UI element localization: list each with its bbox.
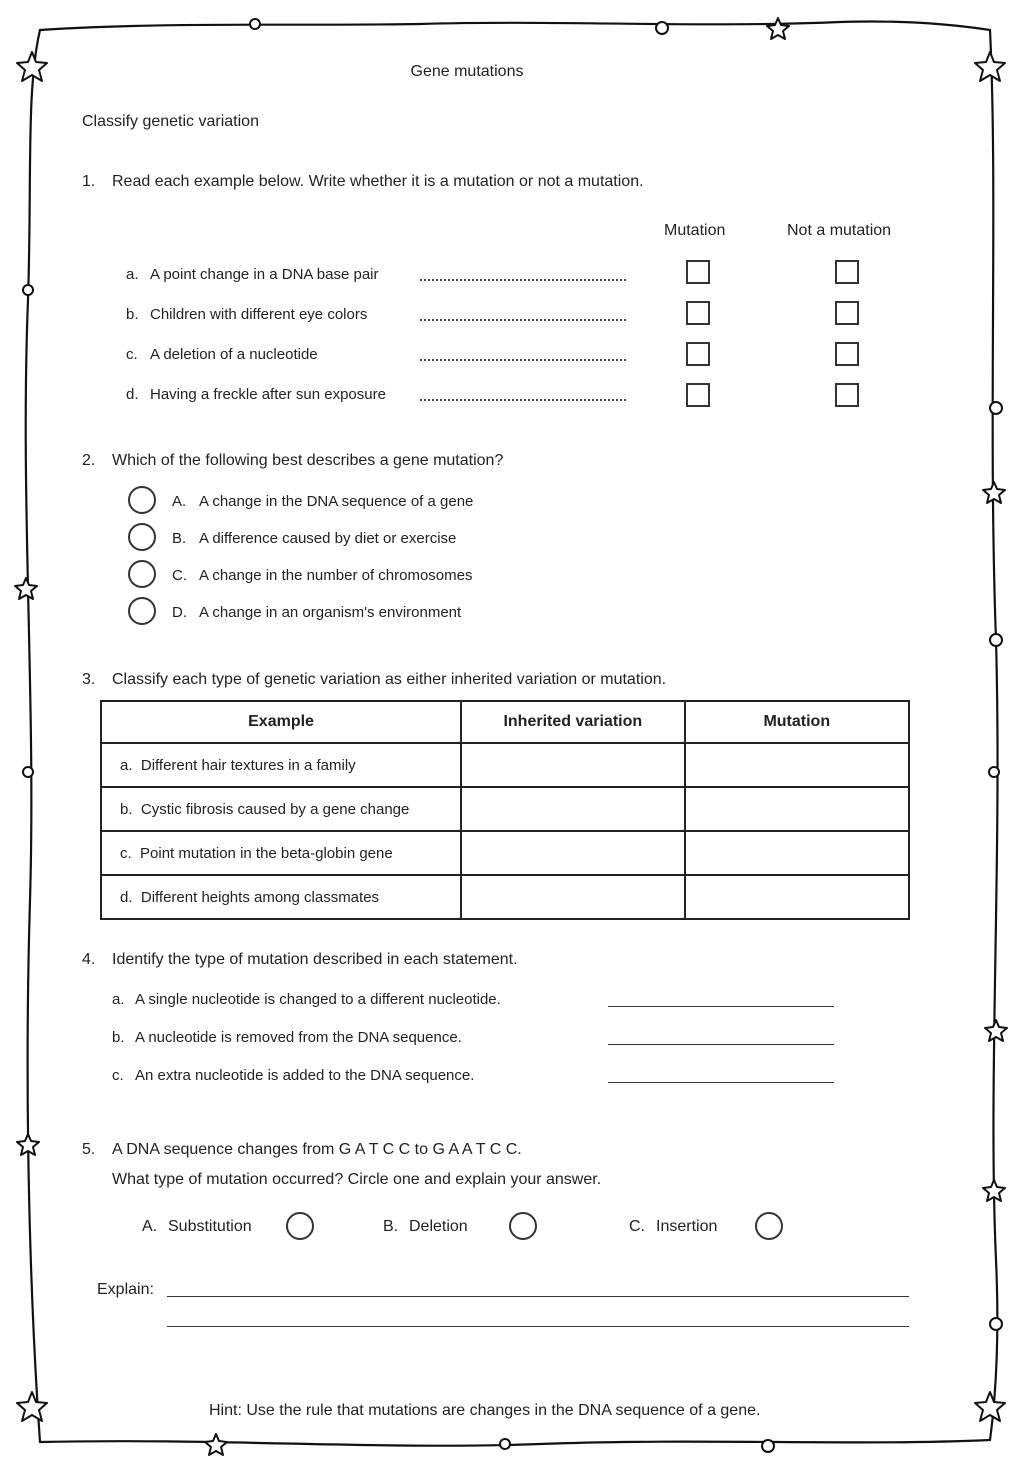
page-title: Gene mutations: [410, 63, 524, 80]
radio-circle[interactable]: [509, 1212, 537, 1240]
q1-item-letter: d.: [126, 386, 139, 403]
q3-prompt: Classify each type of genetic variation as either inherited variation or mutation.: [112, 671, 667, 688]
q4-item-text: A single nucleotide is changed to a different nucleotide.: [135, 991, 501, 1008]
table-cell-inherited[interactable]: [461, 875, 684, 919]
q4-answer-line[interactable]: [608, 1044, 834, 1045]
q4-item-letter: b.: [112, 1029, 125, 1046]
explain-line-1[interactable]: [167, 1296, 909, 1297]
table-cell-inherited[interactable]: [461, 831, 684, 875]
q2-option-text: A change in the number of chromosomes: [199, 567, 473, 584]
q2-option-letter: C.: [172, 567, 187, 584]
radio-circle[interactable]: [755, 1212, 783, 1240]
q1-item-text: Having a freckle after sun exposure: [150, 386, 386, 403]
q4-number: 4.: [82, 951, 96, 968]
q4-item-text: A nucleotide is removed from the DNA sequence.: [135, 1029, 462, 1046]
q5-prompt: A DNA sequence changes from G A T C C to G A A T C C.: [112, 1141, 522, 1158]
q5-number: 5.: [82, 1141, 96, 1158]
table-cell-mutation[interactable]: [685, 787, 909, 831]
row-letter: d.: [120, 888, 133, 906]
q1-number: 1.: [82, 173, 96, 190]
q2-option-text: A change in an organism's environment: [199, 604, 462, 621]
radio-circle[interactable]: [128, 560, 156, 588]
table-header-mutation: Mutation: [685, 701, 909, 743]
table-row: [101, 875, 909, 919]
q5-option-letter: A.: [142, 1218, 158, 1235]
q4-answer-line[interactable]: [608, 1006, 834, 1007]
q5-option-letter: B.: [383, 1218, 399, 1235]
q1-prompt: Read each example below. Write whether it is a mutation or not a mutation.: [112, 173, 644, 190]
q1-answer-line[interactable]: [420, 277, 626, 281]
explain-line-2[interactable]: [167, 1326, 909, 1327]
explain-label: Explain:: [97, 1281, 154, 1298]
q1-item-letter: c.: [126, 346, 138, 363]
q1-not-mutation-checkbox[interactable]: [835, 260, 859, 284]
hint-text: Hint: Use the rule that mutations are changes in the DNA sequence of a gene.: [209, 1402, 761, 1419]
row-letter: b.: [120, 800, 133, 818]
q1-answer-line[interactable]: [420, 397, 626, 401]
table-cell-mutation[interactable]: [685, 831, 909, 875]
q3-number: 3.: [82, 671, 96, 688]
q1-item-letter: b.: [126, 306, 139, 323]
row-letter: a.: [120, 756, 133, 774]
q1-item-text: Children with different eye colors: [150, 306, 368, 323]
classification-table: [100, 700, 910, 920]
q1-answer-line[interactable]: [420, 317, 626, 321]
q2-prompt: Which of the following best describes a gene mutation?: [112, 452, 504, 469]
row-text: Point mutation in the beta-globin gene: [140, 844, 393, 862]
q1-not-mutation-checkbox[interactable]: [835, 301, 859, 325]
q2-option-letter: B.: [172, 530, 187, 547]
table-cell-example: [101, 743, 461, 787]
q1-not-mutation-checkbox[interactable]: [835, 383, 859, 407]
table-cell-inherited[interactable]: [461, 787, 684, 831]
q4-item-letter: a.: [112, 991, 125, 1008]
table-cell-mutation[interactable]: [685, 743, 909, 787]
table-row: [101, 831, 909, 875]
row-letter: c.: [120, 844, 132, 862]
table-row: [101, 787, 909, 831]
q4-item-text: An extra nucleotide is added to the DNA sequence.: [135, 1067, 475, 1084]
table-cell-example: [101, 875, 461, 919]
q5-prompt-2: What type of mutation occurred? Circle one and explain your answer.: [112, 1171, 602, 1188]
q1-not-mutation-checkbox[interactable]: [835, 342, 859, 366]
q1-mutation-checkbox[interactable]: [686, 342, 710, 366]
q2-option-letter: A.: [172, 493, 187, 510]
q4-item-letter: c.: [112, 1067, 124, 1084]
row-text: Different heights among classmates: [140, 888, 380, 906]
q2-number: 2.: [82, 452, 96, 469]
q1-mutation-checkbox[interactable]: [686, 260, 710, 284]
table-header-inherited: Inherited variation: [461, 701, 684, 743]
q5-option-letter: C.: [629, 1218, 645, 1235]
page-subtitle: Classify genetic variation: [82, 113, 259, 130]
q1-item-text: A deletion of a nucleotide: [150, 346, 318, 363]
q1-item-text: A point change in a DNA base pair: [150, 266, 379, 283]
table-cell-example: [101, 831, 461, 875]
q5-option-text: Substitution: [168, 1218, 252, 1235]
radio-circle[interactable]: [128, 597, 156, 625]
q4-answer-line[interactable]: [608, 1082, 834, 1083]
row-text: Different hair textures in a family: [140, 756, 356, 774]
radio-circle[interactable]: [128, 523, 156, 551]
radio-circle[interactable]: [128, 486, 156, 514]
q1-mutation-checkbox[interactable]: [686, 301, 710, 325]
row-text: Cystic fibrosis caused by a gene change: [140, 800, 410, 818]
q1-col-mutation: Mutation: [664, 222, 726, 239]
q2-option-text: A difference caused by diet or exercise: [199, 530, 457, 547]
q1-answer-line[interactable]: [420, 357, 626, 361]
q1-col-not-mutation: Not a mutation: [787, 222, 892, 239]
table-cell-mutation[interactable]: [685, 875, 909, 919]
radio-circle[interactable]: [286, 1212, 314, 1240]
q2-option-letter: D.: [172, 604, 187, 621]
q5-option-text: Deletion: [409, 1218, 468, 1235]
table-header-example: Example: [101, 701, 461, 743]
q5-option-text: Insertion: [656, 1218, 718, 1235]
table-cell-inherited[interactable]: [461, 743, 684, 787]
table-header-row: [101, 701, 909, 743]
table-cell-example: [101, 787, 461, 831]
q2-option-text: A change in the DNA sequence of a gene: [199, 493, 474, 510]
q4-prompt: Identify the type of mutation described in each statement.: [112, 951, 518, 968]
q1-mutation-checkbox[interactable]: [686, 383, 710, 407]
q1-item-letter: a.: [126, 266, 139, 283]
table-row: [101, 743, 909, 787]
